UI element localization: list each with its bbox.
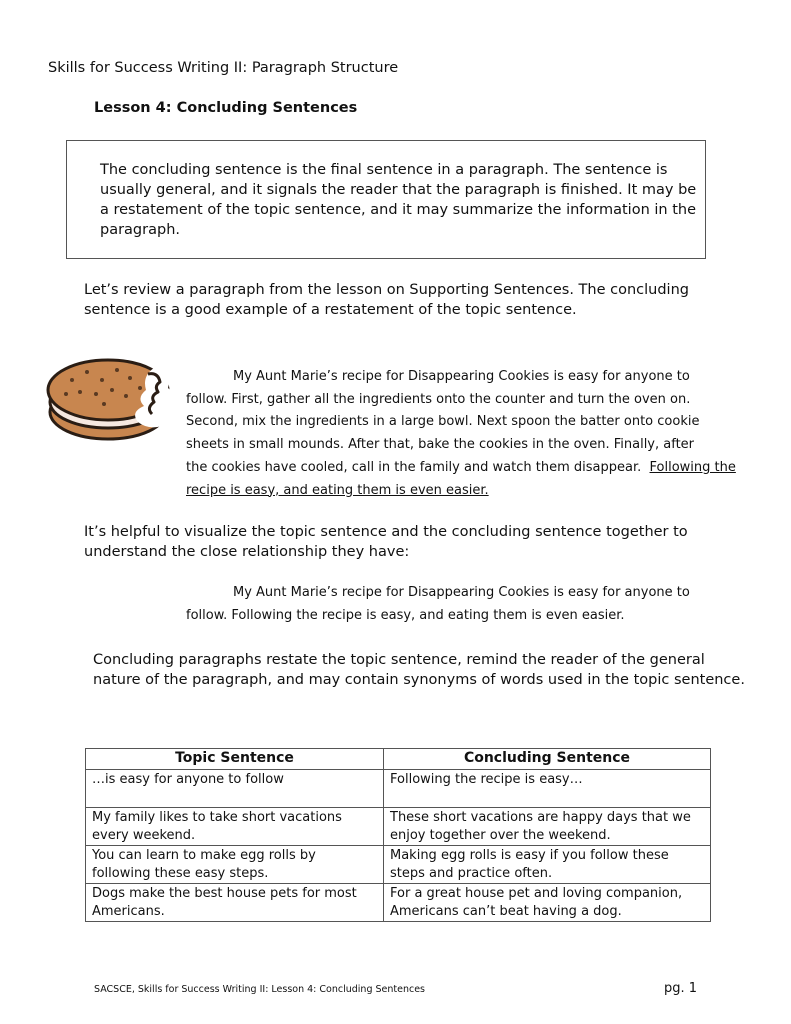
page-footer: SACSCE, Skills for Success Writing II: Lesson 4: Concluding Sentences (94, 984, 425, 995)
table-cell: Following the recipe is easy… (384, 770, 711, 808)
table-cell: Making egg rolls is easy if you follow these steps and practice often. (384, 846, 711, 884)
page-number: pg. 1 (664, 981, 698, 996)
table-header-row (86, 749, 711, 770)
topic-concluding-pair-paragraph (186, 582, 746, 627)
column-header-topic: Topic Sentence (86, 749, 384, 770)
table-row (86, 770, 711, 808)
lesson-title: Lesson 4: Concluding Sentences (94, 100, 358, 116)
paragraph-line: follow. First, gather all the ingredients onto the counter and turn the oven on. (186, 391, 691, 407)
definition-text: The concluding sentence is the final sentence in a paragraph. The sentence is usually general, and it signals the reader that the paragraph is finished. It may be a restatement of the topic sentence, and it may summarize the information in the paragraph. (100, 162, 697, 238)
table-cell: …is easy for anyone to follow (86, 770, 384, 808)
table-row (86, 846, 711, 884)
paragraph-line: follow. Following the recipe is easy, and eating them is even easier. (186, 607, 625, 623)
concluding-sentence-underlined: Following the (649, 459, 736, 475)
cookie-icon (42, 350, 187, 445)
course-title: Skills for Success Writing II: Paragraph Structure (48, 60, 399, 76)
table-cell: For a great house pet and loving companion, Americans can’t beat having a dog. (384, 884, 711, 922)
paragraph-line: Second, mix the ingredients in a large bowl. Next spoon the batter onto cookie (186, 414, 700, 430)
paragraph-line: sheets in small mounds. After that, bake the cookies in the oven. Finally, after (186, 437, 695, 453)
table-cell: You can learn to make egg rolls by following these easy steps. (86, 846, 384, 884)
review-intro-text: Let’s review a paragraph from the lesson on Supporting Sentences. The concluding sentence is a good example of a restatement of the topic sentence. (84, 282, 689, 318)
table-row (86, 884, 711, 922)
table-row (86, 808, 711, 846)
visualize-intro-text: It’s helpful to visualize the topic sentence and the concluding sentence together to understand the close relationship they have: (84, 524, 688, 560)
paragraph-line: My Aunt Marie’s recipe for Disappearing Cookies is easy for anyone to (233, 585, 690, 600)
paragraph-line: My Aunt Marie’s recipe for Disappearing Cookies is easy for anyone to (233, 369, 690, 384)
table-cell: Dogs make the best house pets for most Americans. (86, 884, 384, 922)
table-cell: My family likes to take short vacations every weekend. (86, 808, 384, 846)
table-cell: These short vacations are happy days that we enjoy together over the weekend. (384, 808, 711, 846)
paragraph-text: the cookies have cooled, call in the family and watch them disappear. (186, 459, 650, 475)
paragraph-line (186, 457, 746, 480)
comparison-table (85, 748, 711, 922)
restate-explanation-text: Concluding paragraphs restate the topic sentence, remind the reader of the general nature of the paragraph, and may contain synonyms of words used in the topic sentence. (93, 652, 745, 688)
cookie-recipe-paragraph (186, 366, 746, 502)
paragraph-line (186, 480, 746, 503)
concluding-sentence-underlined: recipe is easy, and eating them is even easier. (186, 482, 489, 498)
column-header-concluding: Concluding Sentence (384, 749, 711, 770)
